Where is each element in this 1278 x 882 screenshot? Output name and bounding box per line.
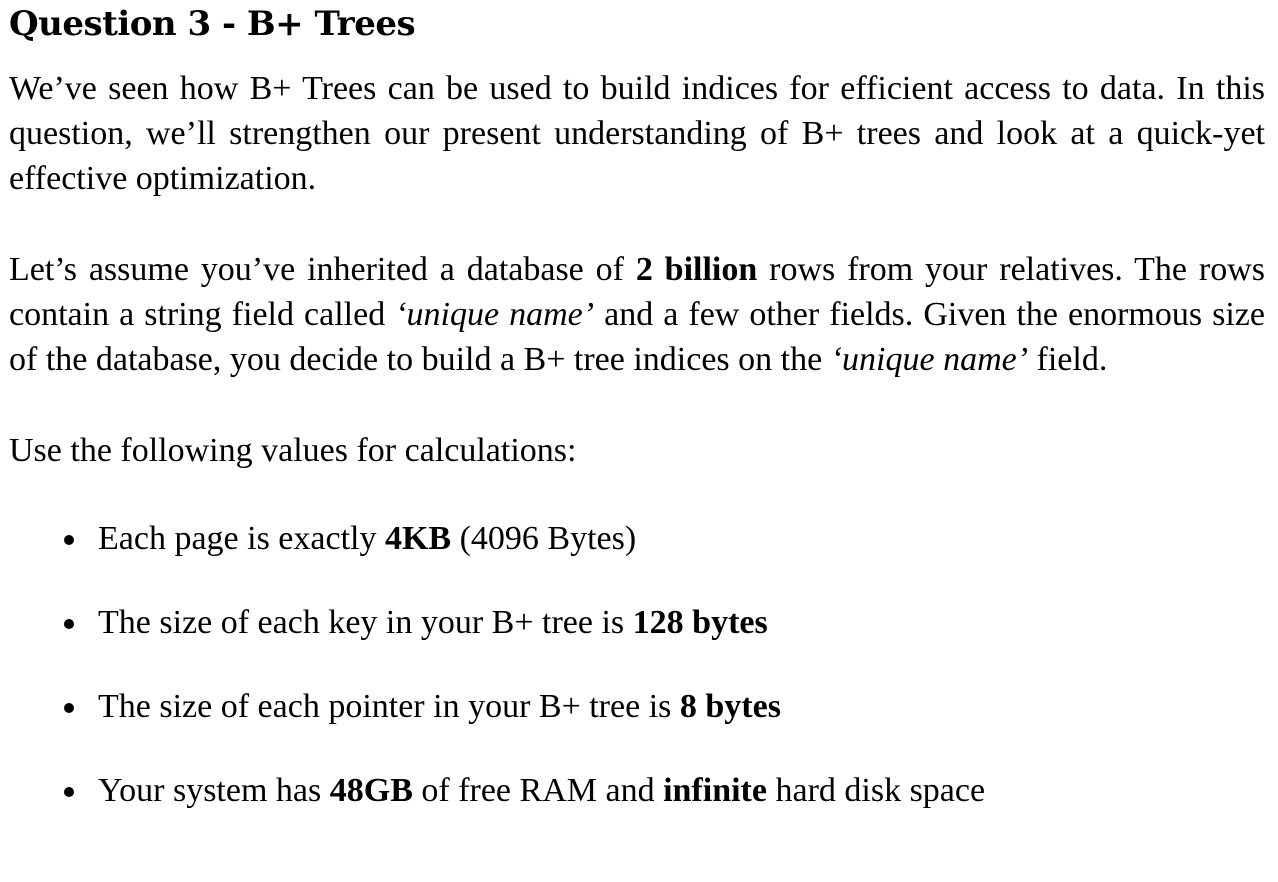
intro-paragraph: We’ve seen how B+ Trees can be used to build indices for efficient access to data. In this question, we’ll strengthen our present understanding of B+ trees and look at a quick-yet effective optimization.	[9, 70, 1265, 197]
values-heading: Use the following values for calculations:	[9, 432, 577, 469]
values-list	[9, 517, 1265, 813]
bullet-text-pre: The size of each key in your B+ tree is	[98, 604, 633, 641]
bullet-icon	[64, 787, 74, 797]
bullet-bold-2: infinite	[663, 772, 767, 809]
bullet-icon	[64, 535, 74, 545]
bullet-text-post: hard disk space	[766, 772, 986, 809]
list-item	[9, 601, 1265, 645]
list-item	[9, 685, 1265, 729]
scenario-paragraph	[9, 247, 1265, 382]
scenario-text-4: field.	[1028, 341, 1108, 378]
list-item	[9, 517, 1265, 561]
scenario-text-2: rows from your relatives. The rows contain a string field called	[9, 251, 1265, 333]
bullet-icon	[64, 619, 74, 629]
scenario-text-1: Let’s assume you’ve inherited a database of	[9, 251, 636, 288]
field-name-1: ‘unique name’	[395, 296, 595, 333]
scenario-text-3: and a few other fields. Given the enormous size of the database, you decide to build a B+ tree indices on the	[9, 296, 1265, 378]
bullet-bold: 8 bytes	[679, 688, 781, 725]
field-name-2: ‘unique name’	[830, 341, 1029, 378]
bullet-text-pre: The size of each pointer in your B+ tree is	[98, 688, 680, 725]
bullet-icon	[64, 703, 74, 713]
rows-count: 2 billion	[635, 251, 758, 288]
bullet-text-post: (4096 Bytes)	[451, 520, 637, 557]
bullet-text-pre: Each page is exactly	[98, 520, 385, 557]
bullet-text-pre: Your system has	[98, 772, 330, 809]
bullet-bold: 48GB	[329, 772, 413, 809]
list-item	[9, 769, 1265, 813]
bullet-bold: 4KB	[384, 520, 452, 557]
bullet-text-mid: of free RAM and	[412, 772, 664, 809]
bullet-bold: 128 bytes	[632, 604, 768, 641]
document	[9, 0, 1265, 853]
question-title: Question 3 - B+ Trees	[9, 4, 416, 44]
